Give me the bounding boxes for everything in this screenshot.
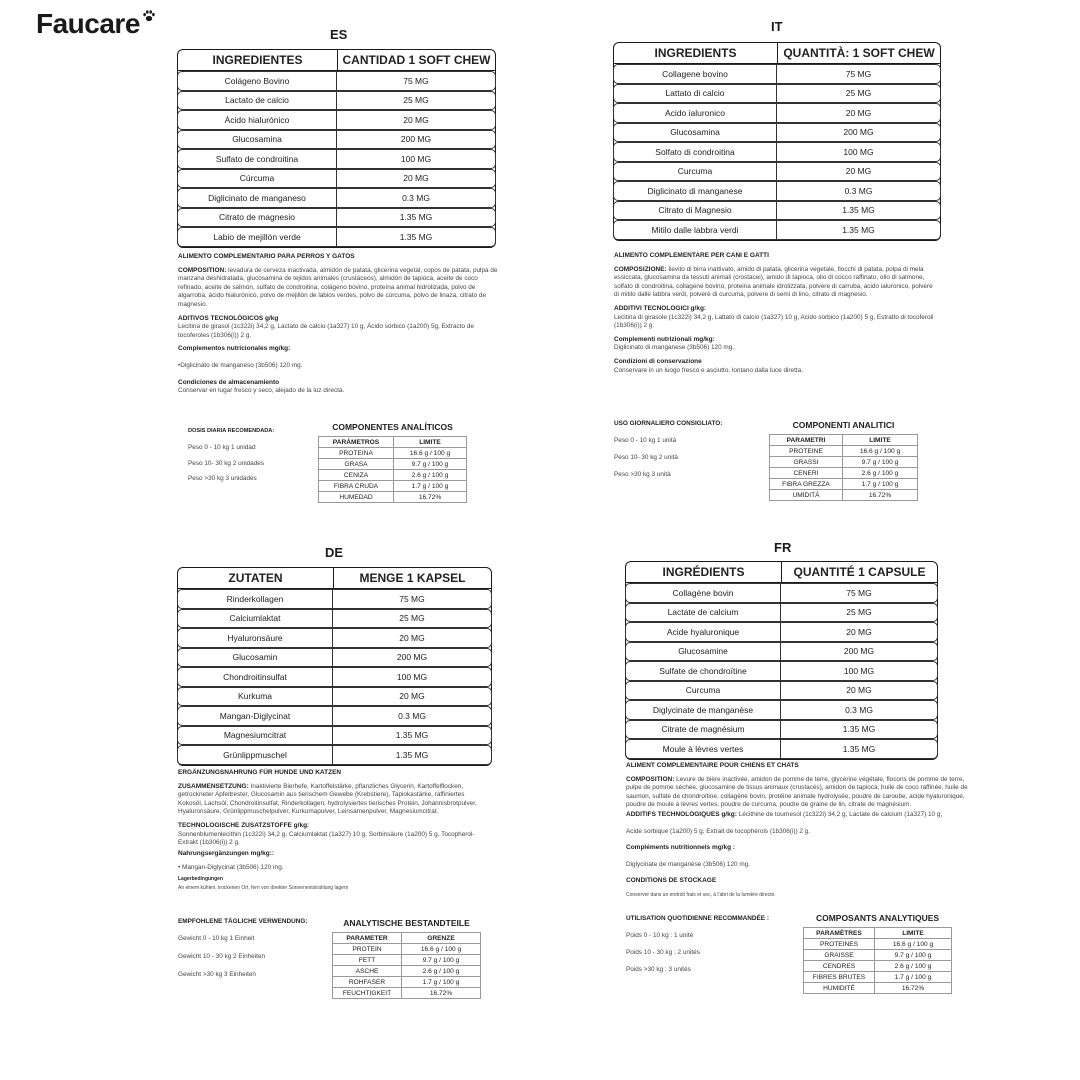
ingredient-amount: 0.3 MG bbox=[402, 192, 430, 203]
dose-line: Poids 0 - 10 kg : 1 unité bbox=[626, 932, 694, 939]
storage-text: An einem kühlen, trockenen Ort, fern von direkter Sonneneinstrahlung lagern bbox=[178, 884, 349, 891]
table-row bbox=[804, 961, 952, 972]
ingredient-amount: 100 MG bbox=[843, 665, 875, 676]
table-row bbox=[319, 481, 467, 492]
storage-title: Condiciones de almacenamiento bbox=[178, 378, 280, 386]
parameter-name: FEUCHTIGKEIT bbox=[333, 988, 402, 999]
table-row bbox=[613, 142, 941, 162]
ingredient-name: Glucosamine bbox=[626, 643, 781, 661]
additives-title: ADDITIFS TECHNOLOGIQUES g/kg: bbox=[626, 810, 737, 818]
food-title: ERGÄNZUNGSNAHRUNG FÜR HUNDE UND KATZEN bbox=[178, 769, 342, 776]
table-row bbox=[177, 687, 492, 707]
ingredient-name: Glucosamina bbox=[614, 124, 777, 142]
ingredient-amount: 20 MG bbox=[846, 685, 872, 696]
dose-line: Gewicht 10 - 30 kg 2 Einheiten bbox=[178, 953, 266, 960]
ingredient-amount: 1.35 MG bbox=[395, 749, 429, 760]
info-block bbox=[178, 769, 488, 897]
parameter-limit: 2.6 g / 100 g bbox=[394, 470, 467, 481]
additives-title: ADITIVOS TECNOLÓGICOS g/kg bbox=[178, 314, 279, 322]
parameter-name: PROTEINA bbox=[319, 448, 394, 459]
ingredient-amount: 1.35 MG bbox=[842, 724, 876, 735]
table-row bbox=[177, 589, 492, 609]
analytical-table bbox=[318, 436, 467, 503]
dose-line: Poids 10 - 30 kg : 2 unités bbox=[626, 949, 700, 956]
ingredient-name: Hyaluronsäure bbox=[178, 629, 333, 647]
parameter-limit: 2.6 g / 100 g bbox=[402, 966, 481, 977]
ingredient-amount: 0.3 MG bbox=[398, 710, 426, 721]
table-row bbox=[625, 603, 938, 623]
ingredient-name: Curcuma bbox=[626, 682, 781, 700]
additives-title: ADDITIVI TECNOLOGICI g/kg: bbox=[614, 304, 707, 312]
composition-label: COMPOSITION: bbox=[626, 775, 675, 783]
table-row bbox=[770, 457, 918, 468]
storage-text: Conserver dans un endroit frais et sec, à l'abri de la lumière directe. bbox=[626, 891, 776, 898]
ingredient-name: Diglycinate de manganèse bbox=[626, 701, 781, 719]
ingredient-name: Citrato di Magnesio bbox=[614, 202, 777, 220]
ingredient-amount: 20 MG bbox=[403, 173, 429, 184]
analytical-header-row bbox=[319, 437, 467, 448]
table-row bbox=[613, 123, 941, 143]
nutri-title: Complementi nutrizionali mg/kg: bbox=[614, 335, 715, 343]
analytical-header-cell: LIMITE bbox=[394, 437, 467, 448]
table-row bbox=[177, 609, 492, 629]
ingredient-name: Kurkuma bbox=[178, 688, 333, 706]
table-row bbox=[333, 955, 481, 966]
ingredient-name: Citrato de magnesio bbox=[178, 209, 337, 227]
table-row bbox=[770, 479, 918, 490]
additives-text: Lécithine de tournesol (1c322i) 34,2 g, Lactate de calcium (1a327) 10 g, bbox=[738, 810, 943, 818]
ingredient-name: Sulfato de condroitina bbox=[178, 150, 337, 168]
analytical-header-row bbox=[804, 928, 952, 939]
dose-line: Gewicht >30 kg 3 Einheiten bbox=[178, 971, 256, 978]
parameter-name: PROTEIN bbox=[333, 944, 402, 955]
ingredient-amount: 25 MG bbox=[846, 607, 872, 618]
parameter-limit: 16.6 g / 100 g bbox=[394, 448, 467, 459]
parameter-limit: 2.6 g / 100 g bbox=[875, 961, 952, 972]
nutri-text: •Diglicinato de manganeso (3b506) 120 mg. bbox=[178, 361, 303, 369]
parameter-name: PROTEINES bbox=[804, 939, 875, 950]
parameter-limit: 9.7 g / 100 g bbox=[843, 457, 918, 468]
ingredient-name: Calciumlaktat bbox=[178, 610, 333, 628]
composition-label: COMPOSIZIONE: bbox=[614, 265, 667, 273]
analytical-title: COMPONENTES ANALÍTICOS bbox=[332, 422, 453, 432]
additives-text-2: Acide sorbique (1a200) 5 g, Extrait de tocophérols (1b306(i)) 2 g. bbox=[626, 827, 811, 835]
dose-title: DOSIS DIARIA RECOMENDADA: bbox=[188, 428, 275, 434]
table-row bbox=[177, 149, 496, 169]
ingredient-name: Lattato di calcio bbox=[614, 85, 777, 103]
table-row bbox=[613, 103, 941, 123]
ingredient-amount: 20 MG bbox=[846, 626, 872, 637]
ingredient-amount: 1.35 MG bbox=[842, 224, 875, 235]
ingredient-amount: 20 MG bbox=[845, 107, 872, 118]
ingredient-name: Diglicinato de manganeso bbox=[178, 189, 337, 207]
ingredient-name: Diglicinato di manganese bbox=[614, 182, 777, 200]
table-row bbox=[625, 661, 938, 681]
table-row bbox=[770, 446, 918, 457]
nutri-text: Diglicinato di manganese (3b506) 120 mg. bbox=[614, 344, 735, 352]
composition-label: ZUSAMMENSETZUNG: bbox=[178, 782, 249, 790]
parameter-limit: 9.7 g / 100 g bbox=[402, 955, 481, 966]
analytical-header-cell: PARAMÈTRES bbox=[804, 928, 875, 939]
additives-title: TECHNOLOGISCHE ZUSATZSTOFFE g/kg: bbox=[178, 821, 310, 829]
dose-block bbox=[178, 918, 307, 987]
parameter-name: PROTEINE bbox=[770, 446, 843, 457]
table-row bbox=[613, 181, 941, 201]
ingredient-name: Collagène bovin bbox=[626, 584, 781, 602]
parameter-limit: 1.7 g / 100 g bbox=[394, 481, 467, 492]
table-row bbox=[177, 745, 492, 765]
analytical-header-row bbox=[770, 435, 918, 446]
ingredient-name: Glucosamina bbox=[178, 131, 337, 149]
dose-line: Peso 10- 30 kg 2 unidades bbox=[188, 459, 265, 467]
parameter-name: FIBRES BRUTES bbox=[804, 972, 875, 983]
dose-line: Peso 0 - 10 kg 1 unità bbox=[614, 437, 677, 444]
additives-text: Lecitina di girasole (1c322i) 34,2 g, Lattato di calcio (1a327) 10 g, Acido sorbico (1a200) 5 g, Estratto di tocoferoli (1b306(i)) 2 g. bbox=[614, 313, 934, 330]
col-amount-header: QUANTITÀ: 1 SOFT CHEW bbox=[783, 46, 935, 60]
table-row bbox=[625, 642, 938, 662]
parameter-limit: 16.6 g / 100 g bbox=[875, 939, 952, 950]
parameter-limit: 2.6 g / 100 g bbox=[843, 468, 918, 479]
ingredient-amount: 20 MG bbox=[403, 114, 429, 125]
table-row bbox=[319, 448, 467, 459]
ingredient-amount: 100 MG bbox=[396, 671, 428, 682]
analytical-title: ANALYTISCHE BESTANDTEILE bbox=[343, 918, 470, 928]
table-row bbox=[319, 492, 467, 503]
table-row bbox=[177, 726, 492, 746]
ingredient-amount: 100 MG bbox=[843, 146, 874, 157]
table-row bbox=[625, 622, 938, 642]
parameter-name: CENDRES bbox=[804, 961, 875, 972]
composition-text: Levure de bière inactivée, amidon de pomme de terre, glycérine végétale, flocons de pomme de terre, pulpe de pomme séchée, glucosamine de tissus animaux (crustacés), amidon de tapioca, huile de coco raffinée, huile de saumon, sulfate de chondroïtine, collagène bovin, protéine animale hydrolysée, poudre de caroube, acide hyaluronique, poudre de moule à lèvres vertes, poudre de curcuma, poudre de graine de lin, citrate de magnésium. bbox=[626, 775, 968, 809]
table-row bbox=[177, 130, 496, 150]
ingredient-name: Solfato di condroitina bbox=[614, 143, 777, 161]
table-header bbox=[626, 562, 937, 583]
col-amount-header: MENGE 1 KAPSEL bbox=[359, 571, 466, 585]
analytical-block bbox=[332, 918, 481, 999]
parameter-name: CENIZA bbox=[319, 470, 394, 481]
dose-line: Peso >30 kg 3 unidades bbox=[188, 475, 257, 482]
dose-line: Peso >30 kg 3 unità bbox=[614, 471, 671, 478]
table-row bbox=[613, 64, 941, 84]
analytical-header-cell: GRENZE bbox=[402, 933, 481, 944]
dose-line: Peso 10- 30 kg 2 unità bbox=[614, 454, 678, 461]
parameter-name: ASCHE bbox=[333, 966, 402, 977]
food-title: ALIMENT COMPLEMENTAIRE POUR CHIENS ET CHATS bbox=[626, 762, 799, 769]
ingredient-name: Lactato de calcio bbox=[178, 92, 337, 110]
parameter-name: GRAISSE bbox=[804, 950, 875, 961]
table-row bbox=[613, 84, 941, 104]
dose-title: USO GIORNALIERO CONSIGLIATO: bbox=[614, 420, 723, 427]
parameter-name: UMIDITÀ bbox=[770, 490, 843, 501]
parameter-limit: 16.72% bbox=[394, 492, 467, 503]
table-row bbox=[177, 227, 496, 247]
table-row bbox=[177, 706, 492, 726]
nutri-text: Diglycinate de manganèse (3b506) 120 mg. bbox=[626, 860, 750, 868]
table-row bbox=[625, 739, 938, 759]
table-row bbox=[804, 983, 952, 994]
analytical-table bbox=[769, 434, 918, 501]
ingredient-amount: 1.35 MG bbox=[399, 231, 433, 242]
ingredient-name: Citrate de magnésium bbox=[626, 721, 781, 739]
storage-title: Lagerbedingungen bbox=[178, 875, 223, 882]
lang-label: ES bbox=[330, 27, 348, 42]
table-row bbox=[333, 988, 481, 999]
table-row bbox=[177, 667, 492, 687]
parameter-name: ROHFASER bbox=[333, 977, 402, 988]
food-title: ALIMENTO COMPLEMENTARE PER CANI E GATTI bbox=[614, 252, 769, 259]
table-row bbox=[333, 977, 481, 988]
dose-title: EMPFOHLENE TÄGLICHE VERWENDUNG: bbox=[178, 918, 308, 925]
ingredient-name: Lactate de calcium bbox=[626, 604, 781, 622]
ingredient-name: Mitilo dalle labbra verdi bbox=[614, 221, 777, 239]
analytical-title: COMPONENTI ANALITICI bbox=[792, 420, 895, 430]
table-row bbox=[625, 681, 938, 701]
col-ingredient-header: INGRÉDIENTS bbox=[626, 562, 782, 582]
ingredient-amount: 75 MG bbox=[403, 75, 429, 86]
analytical-table bbox=[332, 932, 481, 999]
table-row bbox=[319, 459, 467, 470]
composition-text: levadura de cerveza inactivada, almidón de patata, glicerina vegetal, copos de patata, pulpa de manzana deshidratada, glucosamina de tejidos animales (crustáceos), almidón de tapioca, aceite de coco refinado, aceite de salmón, sulfato de condroitina, colágeno bovino, proteína animal hidrolizada, polvo de algarroba, ácido hialurónico, polvo de mejillón de labios verdes, polvo de cúrcuma, polvo de linaza, citrato de magnesio. bbox=[178, 266, 498, 308]
ingredient-amount: 0.3 MG bbox=[844, 185, 873, 196]
table-row bbox=[613, 201, 941, 221]
table-row bbox=[804, 950, 952, 961]
ingredient-name: Labio de mejillón verde bbox=[178, 228, 337, 246]
ingredient-name: Mangan-Diglycinat bbox=[178, 707, 333, 725]
parameter-name: FIBRA GREZZA bbox=[770, 479, 843, 490]
analytical-title: COMPOSANTS ANALYTIQUES bbox=[815, 913, 940, 923]
dose-title: UTILISATION QUOTIDIENNE RECOMMANDÉE : bbox=[626, 915, 769, 922]
parameter-limit: 16.72% bbox=[843, 490, 918, 501]
nutri-title: Complementos nutricionales mg/kg: bbox=[178, 345, 291, 353]
table-row bbox=[333, 966, 481, 977]
table-header bbox=[178, 568, 491, 589]
info-block bbox=[178, 253, 498, 401]
table-row bbox=[804, 972, 952, 983]
ingredient-table bbox=[625, 561, 938, 760]
ingredient-table bbox=[177, 49, 496, 248]
dose-block bbox=[626, 915, 769, 982]
table-row bbox=[770, 468, 918, 479]
parameter-limit: 1.7 g / 100 g bbox=[875, 972, 952, 983]
composition-label: COMPOSITION: bbox=[178, 266, 227, 274]
parameter-name: GRASSI bbox=[770, 457, 843, 468]
parameter-name: HUMIDITÉ bbox=[804, 983, 875, 994]
table-row bbox=[613, 162, 941, 182]
dose-block bbox=[614, 420, 722, 487]
ingredient-name: Curcuma bbox=[614, 163, 777, 181]
nutri-title: Nahrungsergänzungen mg/kg:: bbox=[178, 849, 275, 857]
table-row bbox=[177, 110, 496, 130]
ingredient-name: Glucosamin bbox=[178, 649, 333, 667]
ingredient-amount: 20 MG bbox=[399, 632, 425, 643]
analytical-header-cell: LIMITE bbox=[875, 928, 952, 939]
additives-text: Lecitina de girasol (1c322i) 34,2 g, Lactato de calcio (1a327) 10 g, Ácido sórbico (1a200) 5g, Extracto de tocoferoles (1b306(i)) 2 g. bbox=[178, 323, 474, 339]
ingredient-amount: 75 MG bbox=[399, 593, 425, 604]
table-row bbox=[804, 939, 952, 950]
parameter-limit: 9.7 g / 100 g bbox=[875, 950, 952, 961]
table-header bbox=[614, 43, 940, 64]
food-title: ALIMENTO COMPLEMENTARIO PARA PERROS Y GATOS bbox=[178, 253, 355, 260]
table-row bbox=[177, 648, 492, 668]
analytical-header-cell: PARÁMETROS bbox=[319, 437, 394, 448]
additives-text: Sonnenblumenlecithin (1c322i) 34,2 g, Calciumlaktat (1a327) 10 g, Sorbinsäure (1a200) 5 g, Tocopherol-Extrakt (1b306(i)) 2 g. bbox=[178, 830, 475, 847]
ingredient-name: Acido ialuronico bbox=[614, 104, 777, 122]
analytical-header-cell: PARAMETRI bbox=[770, 435, 843, 446]
dose-line: Poids >30 kg : 3 unités bbox=[626, 966, 691, 973]
storage-title: CONDITIONS DE STOCKAGE bbox=[626, 877, 717, 885]
col-ingredient-header: ZUTATEN bbox=[178, 568, 334, 588]
ingredient-amount: 1.35 MG bbox=[395, 730, 429, 741]
dose-line: Gewicht 0 - 10 kg 1 Einheit bbox=[178, 935, 255, 942]
composition-text: Inaktivierte Bierhefe, Kartoffelstärke, pflanzliches Glycerin, Kartoffelflocken, getrockneter Apfeltrester, Glucosamin aus tierischem Gewebe (Krebstiere), Tapiokastärke, raffiniertes Kokosöl, Lachsöl, Chondroitinsulfat, Rinderkollagen, hydrolysiertes tierisches Protein, Johannisbrotpulver, Hyaluronsäure, Grünlippmuschelpulver, Kurkumapulver, Leinsamenpulver, Magnesiumcitrat. bbox=[178, 782, 477, 816]
parameter-name: CENERI bbox=[770, 468, 843, 479]
ingredient-amount: 200 MG bbox=[400, 134, 432, 145]
parameter-name: HUMEDAD bbox=[319, 492, 394, 503]
analytical-block bbox=[769, 420, 918, 501]
ingredient-name: Ácido hialurónico bbox=[178, 111, 337, 129]
parameter-name: FETT bbox=[333, 955, 402, 966]
parameter-limit: 9.7 g / 100 g bbox=[394, 459, 467, 470]
ingredient-name: Rinderkollagen bbox=[178, 590, 333, 608]
ingredient-amount: 200 MG bbox=[396, 652, 428, 663]
ingredient-amount: 100 MG bbox=[400, 153, 432, 164]
storage-text: Conservar en lugar fresco y seco, alejado de la luz directa. bbox=[178, 387, 345, 395]
ingredient-amount: 20 MG bbox=[845, 166, 872, 177]
ingredient-amount: 200 MG bbox=[843, 646, 875, 657]
table-row bbox=[177, 628, 492, 648]
ingredient-amount: 0.3 MG bbox=[845, 704, 873, 715]
col-amount-header: CANTIDAD 1 SOFT CHEW bbox=[342, 53, 491, 67]
paw-icon bbox=[142, 9, 156, 23]
dose-line: Peso 0 - 10 kg 1 unidad bbox=[188, 444, 256, 451]
parameter-limit: 1.7 g / 100 g bbox=[402, 977, 481, 988]
col-ingredient-header: INGREDIENTS bbox=[614, 43, 778, 63]
analytical-block bbox=[318, 422, 467, 503]
storage-title: Condizioni di conservazione bbox=[614, 357, 702, 365]
ingredient-name: Collagene bovino bbox=[614, 65, 777, 83]
ingredient-name: Cúrcuma bbox=[178, 170, 337, 188]
table-row bbox=[625, 700, 938, 720]
table-row bbox=[177, 71, 496, 91]
info-block bbox=[626, 762, 971, 899]
brand-name: Faucare bbox=[36, 8, 140, 39]
ingredient-name: Colágeno Bovino bbox=[178, 72, 337, 90]
nutri-text: • Mangan-Diglycinat (3b506) 120 mg. bbox=[178, 864, 284, 872]
table-row bbox=[319, 470, 467, 481]
table-row bbox=[625, 583, 938, 603]
ingredient-amount: 75 MG bbox=[846, 587, 872, 598]
ingredient-amount: 1.35 MG bbox=[399, 212, 433, 223]
composition-text: lievito di birra inattivato, amido di patata, glicerina vegetale, fiocchi di patata, polpa di mela essiccata, glucosamina da tessuti animali (crostacei), amido di tapioca, olio di cocco raffinato, olio di salmone, solfato di condroitina, collagene bovino, proteina animale idrolizzata, polvere di carruba, acido ialuronico, polvere di mitilo dalle labbra verdi, polvere di curcuma, polvere di semi di lino, citrato di magnesio. bbox=[614, 265, 933, 299]
ingredient-name: Moule à lèvres vertes bbox=[626, 740, 781, 758]
parameter-limit: 1.7 g / 100 g bbox=[843, 479, 918, 490]
ingredient-amount: 200 MG bbox=[843, 127, 874, 138]
dose-block bbox=[188, 428, 274, 491]
parameter-limit: 16.6 g / 100 g bbox=[843, 446, 918, 457]
table-row bbox=[177, 91, 496, 111]
ingredient-table bbox=[177, 567, 492, 766]
analytical-block bbox=[803, 913, 952, 994]
ingredient-amount: 75 MG bbox=[845, 68, 872, 79]
analytical-header-row bbox=[333, 933, 481, 944]
table-row bbox=[177, 188, 496, 208]
storage-text: Conservare in un luogo fresco e asciutto, lontano dalla luce diretta. bbox=[614, 366, 803, 374]
table-row bbox=[177, 169, 496, 189]
ingredient-amount: 25 MG bbox=[399, 613, 425, 624]
col-amount-header: QUANTITÉ 1 CAPSULE bbox=[793, 565, 926, 579]
table-row bbox=[770, 490, 918, 501]
parameter-name: FIBRA CRUDA bbox=[319, 481, 394, 492]
ingredient-name: Magnesiumcitrat bbox=[178, 727, 333, 745]
lang-label: IT bbox=[771, 19, 783, 34]
ingredient-amount: 20 MG bbox=[399, 691, 425, 702]
ingredient-amount: 1.35 MG bbox=[842, 743, 876, 754]
ingredient-name: Sulfate de chondroïtine bbox=[626, 662, 781, 680]
analytical-header-cell: LIMITE bbox=[843, 435, 918, 446]
ingredient-name: Chondroitinsulfat bbox=[178, 668, 333, 686]
table-header bbox=[178, 50, 495, 71]
parameter-limit: 16.72% bbox=[875, 983, 952, 994]
ingredient-table bbox=[613, 42, 941, 241]
table-row bbox=[177, 208, 496, 228]
table-row bbox=[333, 944, 481, 955]
lang-label: DE bbox=[325, 545, 344, 560]
info-block bbox=[614, 252, 939, 380]
ingredient-amount: 25 MG bbox=[845, 88, 872, 99]
ingredient-name: Acide hyaluronique bbox=[626, 623, 781, 641]
ingredient-amount: 1.35 MG bbox=[842, 205, 875, 216]
brand-logo bbox=[36, 8, 140, 40]
analytical-header-cell: PARAMETER bbox=[333, 933, 402, 944]
nutri-title: Compléments nutritionnels mg/kg : bbox=[626, 844, 736, 852]
parameter-name: GRASA bbox=[319, 459, 394, 470]
ingredient-amount: 25 MG bbox=[403, 95, 429, 106]
table-row bbox=[625, 720, 938, 740]
col-ingredient-header: INGREDIENTES bbox=[178, 50, 338, 70]
parameter-limit: 16.6 g / 100 g bbox=[402, 944, 481, 955]
lang-label: FR bbox=[774, 540, 792, 555]
analytical-table bbox=[803, 927, 952, 994]
ingredient-name: Grünlippmuschel bbox=[178, 746, 333, 764]
table-row bbox=[613, 220, 941, 240]
parameter-limit: 16.72% bbox=[402, 988, 481, 999]
